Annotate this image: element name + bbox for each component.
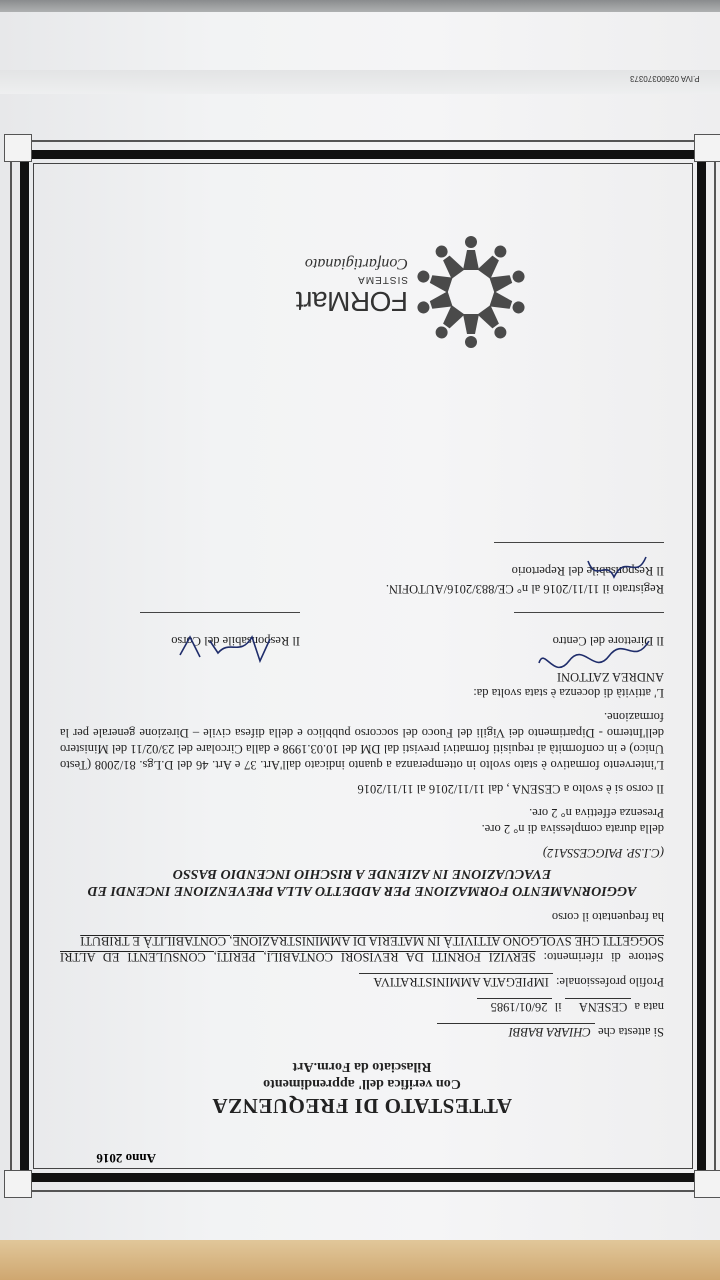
- frame-corner: [694, 134, 720, 162]
- teacher-name: ANDREA ZATTONI: [556, 670, 664, 684]
- floor-surface: [0, 1240, 720, 1280]
- logo-brand: Confartigianato: [304, 255, 408, 272]
- certificate-title: ATTESTATO DI FREQUENZA: [212, 1094, 513, 1118]
- logo-text: [296, 254, 408, 317]
- certificate-subtitle: [60, 1058, 664, 1092]
- registry-text: Registrato il 11/11/2016 al n° CE/883/2016/AUTOFIN.: [385, 582, 664, 596]
- frame-corner: [694, 1170, 720, 1198]
- course-manager-signature-block: [140, 606, 300, 649]
- profile-label: Profilo professionale:: [556, 975, 664, 989]
- certificate: [10, 140, 716, 1192]
- sector-label: Settore di riferimento:: [543, 950, 664, 964]
- legal-text: L'intervento formativo è stato svolto in ottemperanza a quanto indicato dall'Art. 37 e Art. 46 del D.Lgs. 81/2008 (Testo Unico) e in conformità ai requisiti formativi previsti dal DM del 10.03.1998 e dalla Circolare del 23/02/11 del Ministero dell'Interno - Dipartimento dei Vigili del Fuoco del soccorso pubblico e della difesa civile – Direzione generale per la formazione.: [60, 710, 664, 772]
- sector-row: [60, 933, 664, 965]
- logo-sistema: SISTEMA: [357, 274, 408, 285]
- subtitle-line-1: Con verifica dell' apprendimento: [263, 1076, 461, 1091]
- frame-corner: [4, 1170, 32, 1198]
- course-location: Il corso si è svolto a CESENA , dal 11/11/2016 al 11/11/2016: [357, 782, 664, 796]
- course-manager-label: Il Responsabile del Corso: [171, 634, 300, 648]
- profile-row: [60, 973, 664, 990]
- birth-row: [60, 998, 664, 1015]
- vat-number: P.IVA 02600370373: [630, 74, 700, 83]
- course-duration: della durata complessiva di n° 2 ore.: [481, 822, 664, 836]
- sector-value: SERVIZI FORNITI DA REVISORI CONTABILI, PERITI, CONSULENTI ED ALTRI SOGGETTI CHE SVOLGONO ATTIVITÀ IN MATERIA DI AMMINISTRAZIONE, CONTABILITÀ E TRIBUTI: [60, 934, 664, 964]
- certificate-body: [60, 539, 664, 1154]
- attestation-intro: Si attesta che: [598, 1025, 664, 1039]
- registry-manager-signature: [534, 549, 654, 589]
- born-place: CESENA: [565, 998, 632, 1015]
- course-manager-signature: [160, 627, 280, 667]
- year-label: Anno 2016: [96, 1151, 156, 1166]
- paper-fold: [0, 70, 720, 94]
- born-label: nata a: [634, 1000, 664, 1014]
- teacher-intro: L' attività di docenza è stata svolta da:: [473, 686, 664, 700]
- profile-value: IMPIEGATA AMMINISTRATIVA: [359, 973, 553, 990]
- sunburst-icon: [406, 227, 536, 357]
- person-name: CHIARA BABBI: [437, 1023, 595, 1040]
- director-signature-block: [514, 606, 664, 649]
- signature-area: [60, 539, 664, 659]
- born-date: 26/01/1985: [477, 998, 552, 1015]
- born-on-label: il: [554, 1000, 562, 1014]
- director-signature-line: [514, 612, 664, 633]
- subtitle-line-2: Rilasciato da Form.Art: [292, 1059, 432, 1074]
- attestation-row: [60, 1023, 664, 1040]
- registry-manager-label: Il Responsabile del Repertorio: [511, 564, 664, 578]
- attended-text: ha frequentato il corso: [551, 910, 664, 924]
- director-label: Il Direttore del Centro: [552, 634, 664, 648]
- registry-manager-block: [494, 536, 664, 579]
- logo-main: FORMart: [296, 286, 408, 317]
- frame-corner: [4, 134, 32, 162]
- course-code: (C.I.SP. PAIGCESSA12): [542, 846, 664, 860]
- course-presence: Presenza effettiva n° 2 ore.: [529, 806, 664, 820]
- director-signature: [534, 631, 654, 671]
- formart-logo: [276, 207, 536, 357]
- course-title: AGGIORNAMENTO FORMAZIONE PER ADDETTO ALLA PREVENZIONE INCENDI ED EVACUAZIONE IN AZIENDE A RISCHIO INCENDIO BASSO: [87, 866, 637, 898]
